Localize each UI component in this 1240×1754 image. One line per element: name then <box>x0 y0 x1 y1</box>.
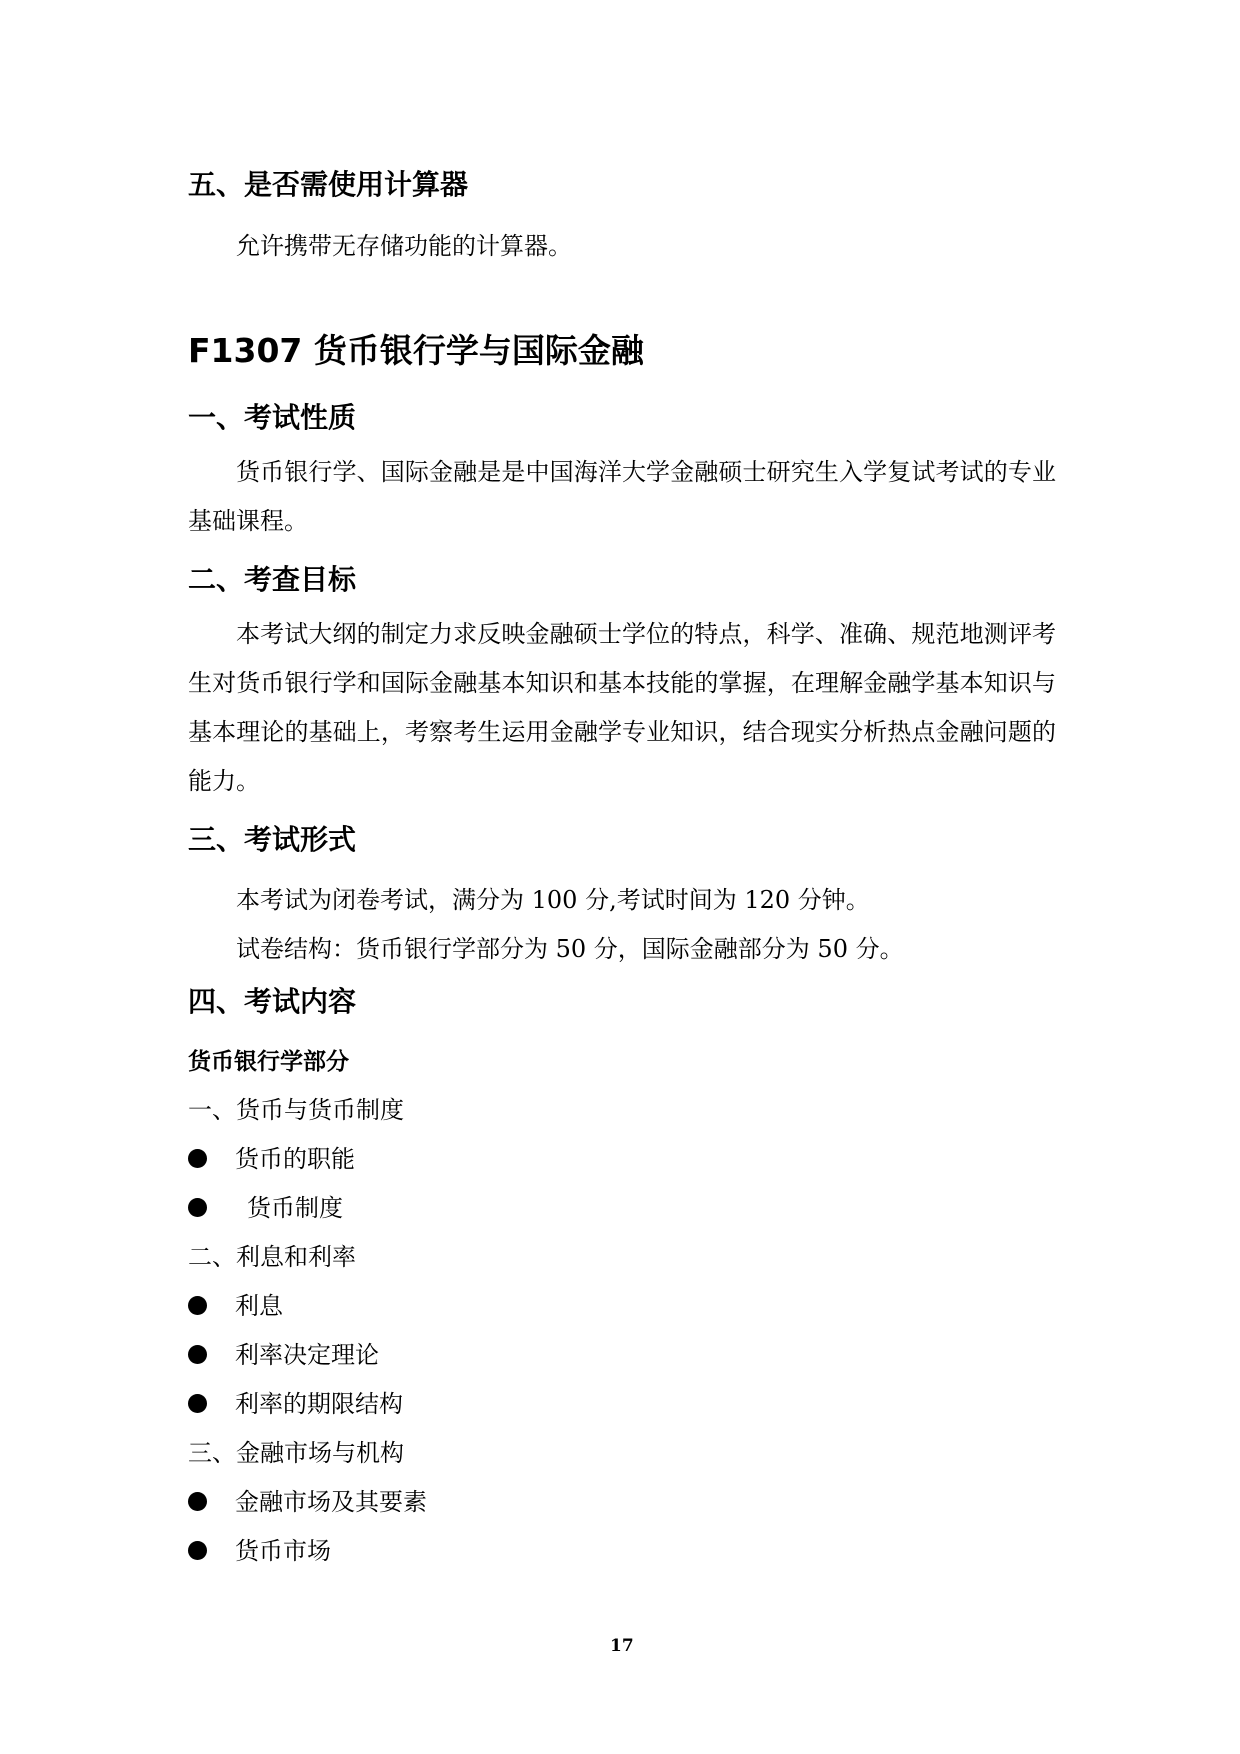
course-title: F1307 货币银行学与国际金融 <box>188 331 644 370</box>
section2-heading: 二、考查目标 <box>188 563 357 596</box>
bullet-icon <box>188 1198 207 1217</box>
chapter-3: 三、金融市场与机构 <box>188 1439 404 1467</box>
list-item: 利息 <box>188 1286 283 1321</box>
section3-line1: 本考试为闭卷考试，满分为 100 分,考试时间为 120 分钟。 <box>236 886 870 914</box>
section3-heading: 三、考试形式 <box>188 823 357 856</box>
list-item: 金融市场及其要素 <box>188 1482 427 1517</box>
chapter-1: 一、货币与货币制度 <box>188 1096 404 1124</box>
section5-heading: 五、是否需使用计算器 <box>188 168 469 201</box>
list-item: 货币市场 <box>188 1531 331 1566</box>
bullet-icon <box>188 1345 207 1364</box>
bullet-icon <box>188 1394 207 1413</box>
list-item: 利率的期限结构 <box>188 1384 403 1419</box>
section2-text: 本考试大纲的制定力求反映金融硕士学位的特点，科学、准确、规范地测评考生对货币银行学和国际金融基本知识和基本技能的掌握，在理解金融学基本知识与基本理论的基础上，考察考生运用金融学专业知识，结合现实分析热点金融问题的能力。 <box>188 620 1056 795</box>
part-title: 货币银行学部分 <box>188 1049 349 1075</box>
page-number: 17 <box>610 1636 634 1656</box>
bullet-icon <box>188 1149 207 1168</box>
section5-text: 允许携带无存储功能的计算器。 <box>236 232 572 260</box>
chapter-2: 二、利息和利率 <box>188 1243 356 1271</box>
bullet-icon <box>188 1296 207 1315</box>
section4-heading: 四、考试内容 <box>188 985 357 1018</box>
list-item: 利率决定理论 <box>188 1335 379 1370</box>
section1-text: 货币银行学、国际金融是是中国海洋大学金融硕士研究生入学复试考试的专业基础课程。 <box>188 458 1056 535</box>
bullet-icon <box>188 1541 207 1560</box>
section1-heading: 一、考试性质 <box>188 401 357 434</box>
list-item: 货币的职能 <box>188 1139 355 1174</box>
bullet-icon <box>188 1492 207 1511</box>
list-item: 货币制度 <box>188 1188 343 1223</box>
section3-line2: 试卷结构：货币银行学部分为 50 分，国际金融部分为 50 分。 <box>236 935 904 963</box>
